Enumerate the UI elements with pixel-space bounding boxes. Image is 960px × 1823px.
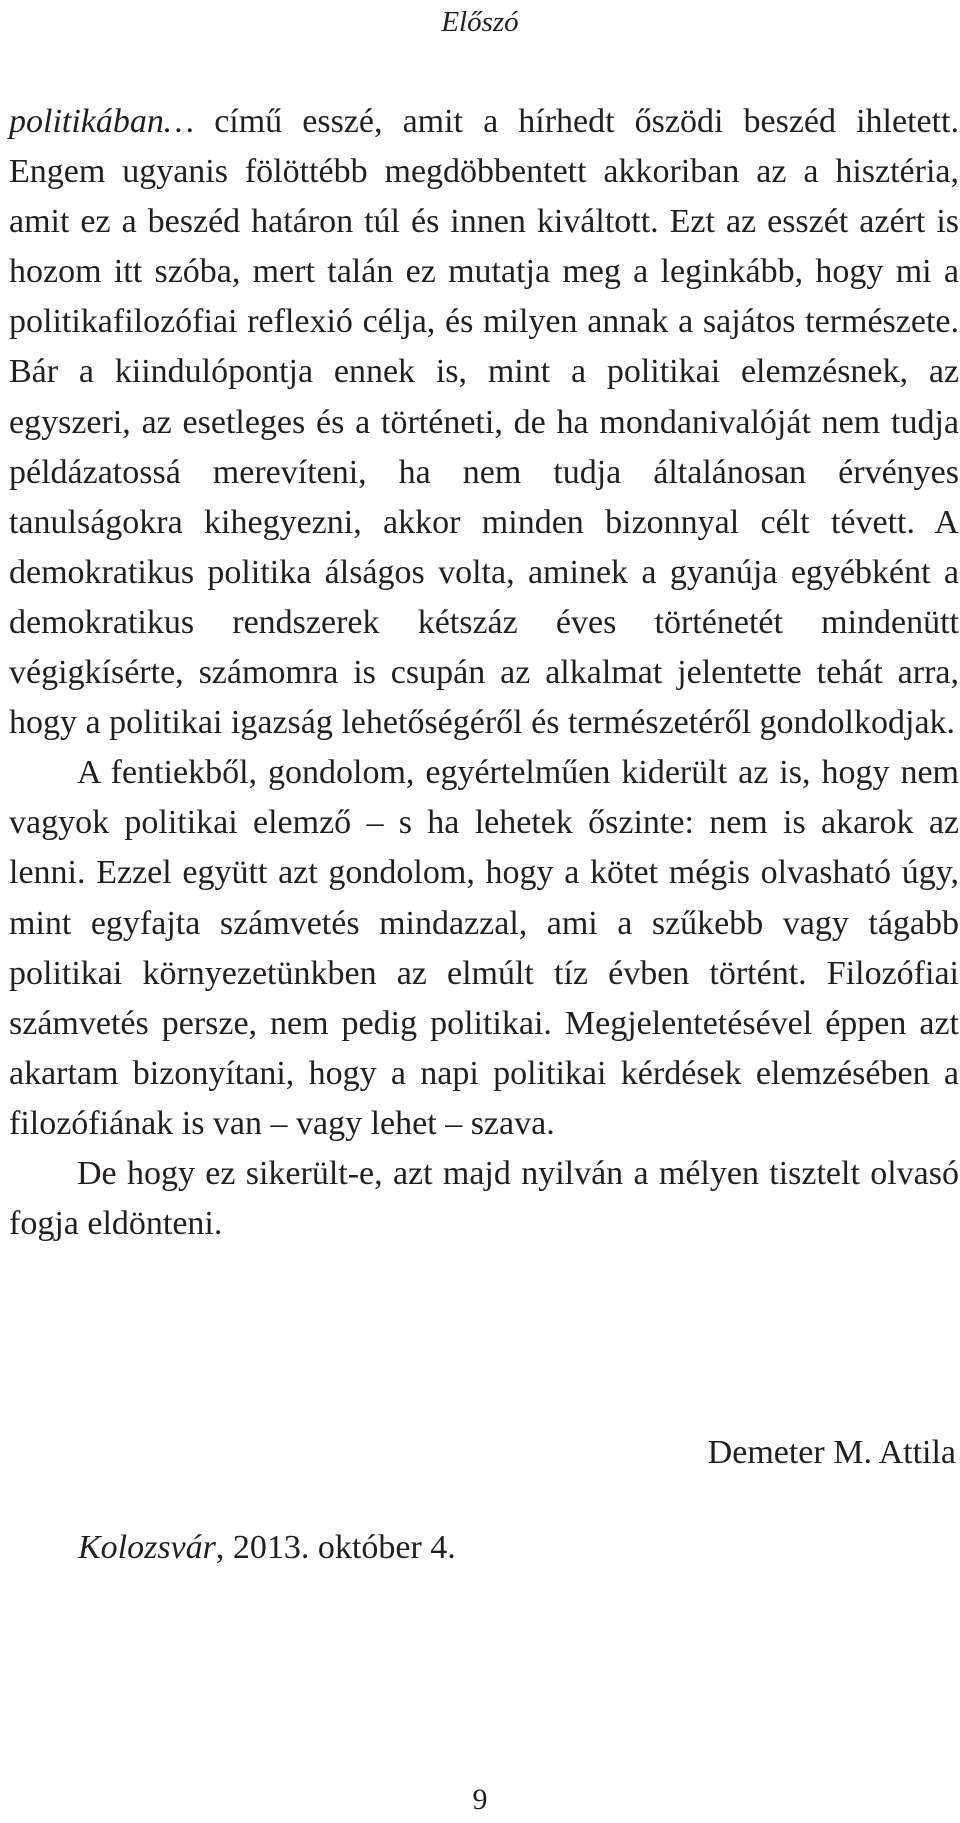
paragraph-3: De hogy ez sikerült-e, azt majd nyilván a mélyen tisztelt olvasó fogja eldönteni. [9, 1154, 959, 1243]
paragraph-1-text: című esszé, amit a hírhedt őszödi beszéd ihletett. Engem ugyanis fölöttébb megdöbbentett akkoriban az a hisztéria, amit ez a beszéd határon túl és innen kiváltott. Ezt az esszét azért is hozom itt szóba, mert talán ez mutatja meg a leginkább, hogy mi a politikafilozófiai reflexió célja, és milyen annak a sajátos természete. Bár a kiindulópontja ennek is, mint a politikai elemzésnek, az egyszeri, az esetleges és a történeti, de ha mondanivalóját nem tudja példázatossá merevíteni, ha nem tudja általánosan érvényes tanulságokra kihegyezni, akkor minden bizonnyal célt tévett. A demokratikus politika álságos volta, aminek a gyanúja egyébként a demokratikus rendszerek kétszáz éves történetét mindenütt végigkísérte, számomra is csupán az alkalmat jelentette tehát arra, hogy a politikai igazság lehetőségéről és természetéről gondolkodjak. [9, 103, 959, 742]
paragraph-1 [9, 97, 959, 748]
paragraph-1-italic-lead: politikában… [9, 103, 195, 140]
author-signature: Demeter M. Attila [707, 1434, 956, 1471]
running-head: Előszó [441, 6, 519, 38]
paragraph-2: A fentiekből, gondolom, egyértelműen kiderült az is, hogy nem vagyok politikai elemző – s ha lehetek őszinte: nem is akarok az lenni. Ezzel együtt azt gondolom, hogy a kötet mégis olvasható úgy, mint egyfajta számvetés mindazzal, ami a szűkebb vagy tágabb politikai környezetünkben az elmúlt tíz évben történt. Filozófiai számvetés persze, nem pedig politikai. Megjelentetésével éppen azt akartam bizonyítani, hogy a napi politikai kérdések elemzésében a filozófiának is van – vagy lehet – szava. [9, 754, 959, 1142]
dateline-date: , 2013. október 4. [215, 1529, 456, 1566]
preface-body [9, 97, 959, 1249]
dateline [78, 1523, 456, 1573]
dateline-place: Kolozsvár [78, 1529, 216, 1566]
page-number: 9 [472, 1783, 488, 1816]
